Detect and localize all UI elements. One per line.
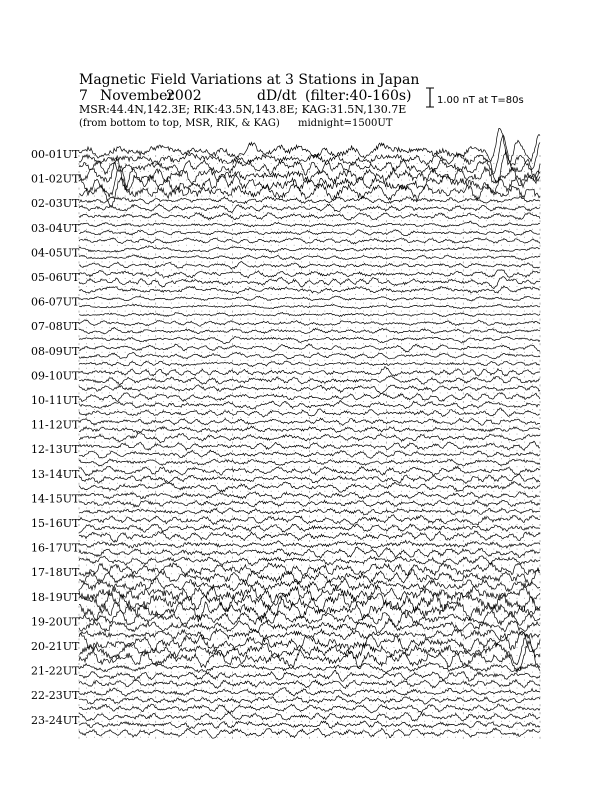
minute-ticks-21-22UT-KAG: [79, 672, 540, 674]
trace-06-07UT-MSR: [79, 312, 540, 316]
minute-ticks-13-14UT-RIK: [79, 483, 540, 485]
component-label: dD/dt: [257, 88, 297, 104]
trace-12-13UT-MSR: [79, 459, 540, 466]
minute-ticks-06-07UT-RIK: [79, 311, 540, 313]
minute-ticks-23-24UT-KAG: [79, 721, 540, 723]
hour-label-13-14UT: 13-14UT: [31, 467, 80, 481]
minute-ticks-03-04UT-MSR: [79, 245, 540, 247]
minute-ticks-20-21UT-MSR: [79, 663, 540, 665]
hour-label-20-21UT: 20-21UT: [31, 640, 80, 653]
midnight-note: midnight=1500UT: [298, 118, 393, 129]
minute-ticks-05-06UT-KAG: [79, 278, 540, 280]
minute-ticks-12-13UT-MSR: [79, 466, 540, 468]
minute-ticks-12-13UT-KAG: [79, 450, 540, 452]
minute-ticks-10-11UT-KAG: [79, 401, 540, 403]
hour-label-09-10UT: 09-10UT: [31, 369, 80, 383]
minute-ticks-01-02UT-KAG: [79, 180, 540, 182]
hour-label-17-18UT: 17-18UT: [31, 566, 80, 580]
minute-ticks-10-11UT-MSR: [79, 417, 540, 419]
trace-18-19UT-RIK: [79, 592, 540, 613]
minute-ticks-05-06UT-MSR: [79, 294, 540, 296]
minute-ticks-17-18UT-KAG: [79, 573, 540, 575]
minute-ticks-20-21UT-KAG: [79, 647, 540, 649]
trace-04-05UT-KAG: [79, 246, 540, 252]
minute-ticks-21-22UT-MSR: [79, 688, 540, 690]
hour-label-00-01UT: 00-01UT: [31, 148, 80, 161]
minute-ticks-19-20UT-RIK: [79, 630, 540, 632]
trace-07-08UT-MSR: [79, 337, 540, 344]
minute-ticks-08-09UT-KAG: [79, 352, 540, 354]
minute-ticks-15-16UT-KAG: [79, 524, 540, 526]
minute-ticks-04-05UT-RIK: [79, 261, 540, 263]
minute-ticks-05-06UT-RIK: [79, 286, 540, 288]
minute-ticks-04-05UT-KAG: [79, 253, 540, 255]
scale-bar-label: 1.00 nT at T=80s: [437, 95, 524, 106]
hour-label-11-12UT: 11-12UT: [31, 418, 80, 432]
hour-label-14-15UT: 14-15UT: [31, 492, 80, 506]
minute-ticks-00-01UT-KAG: [79, 155, 540, 157]
date-month: November: [100, 88, 175, 104]
minute-ticks-07-08UT-KAG: [79, 327, 540, 329]
hour-label-15-16UT: 15-16UT: [31, 517, 80, 530]
minute-ticks-18-19UT-KAG: [79, 598, 540, 600]
minute-ticks-09-10UT-MSR: [79, 392, 540, 394]
minute-ticks-22-23UT-MSR: [79, 712, 540, 714]
hour-label-23-24UT: 23-24UT: [31, 713, 80, 727]
minute-ticks-03-04UT-KAG: [79, 229, 540, 231]
station-coordinates: MSR:44.4N,142.3E; RIK:43.5N,143.8E; KAG:31.5N,130.7E: [79, 103, 407, 116]
station-order-note: (from bottom to top, MSR, RIK, & KAG): [79, 118, 280, 129]
trace-06-07UT-KAG: [79, 296, 540, 301]
hour-label-03-04UT: 03-04UT: [31, 221, 80, 235]
trace-16-17UT-RIK: [79, 547, 540, 558]
minute-ticks-08-09UT-MSR: [79, 368, 540, 370]
hour-label-06-07UT: 06-07UT: [31, 295, 80, 309]
minute-ticks-01-02UT-MSR: [79, 196, 540, 198]
minute-ticks-11-12UT-KAG: [79, 426, 540, 428]
minute-ticks-18-19UT-RIK: [79, 606, 540, 608]
trace-04-05UT-RIK: [79, 255, 540, 260]
hour-labels: [31, 148, 80, 727]
trace-07-08UT-KAG: [79, 320, 540, 327]
filter-label: (filter:40-160s): [305, 88, 412, 104]
minute-ticks-23-24UT-MSR: [79, 737, 540, 739]
minute-ticks-16-17UT-RIK: [79, 557, 540, 559]
date-year: 2002: [166, 88, 202, 104]
hour-label-12-13UT: 12-13UT: [31, 443, 80, 457]
minute-ticks-11-12UT-RIK: [79, 434, 540, 436]
minute-ticks-07-08UT-RIK: [79, 335, 540, 337]
trace-08-09UT-KAG: [79, 344, 540, 352]
traces: [79, 128, 540, 738]
hour-label-10-11UT: 10-11UT: [31, 394, 80, 407]
minute-ticks-14-15UT-KAG: [79, 499, 540, 501]
hour-label-21-22UT: 21-22UT: [31, 664, 80, 678]
trace-11-12UT-KAG: [79, 418, 540, 425]
hour-label-02-03UT: 02-03UT: [31, 197, 80, 211]
minute-ticks-09-10UT-RIK: [79, 384, 540, 386]
minute-ticks-01-02UT-RIK: [79, 188, 540, 190]
hour-label-22-23UT: 22-23UT: [31, 689, 80, 703]
minute-ticks-04-05UT-MSR: [79, 269, 540, 271]
minute-ticks-20-21UT-RIK: [79, 655, 540, 657]
minute-ticks-03-04UT-RIK: [79, 237, 540, 239]
minute-ticks-11-12UT-MSR: [79, 442, 540, 444]
minute-ticks-21-22UT-RIK: [79, 680, 540, 682]
minute-ticks-23-24UT-RIK: [79, 729, 540, 731]
minute-ticks-15-16UT-MSR: [79, 540, 540, 542]
minute-ticks-06-07UT-MSR: [79, 319, 540, 321]
figure-title: Magnetic Field Variations at 3 Stations in Japan: [79, 72, 420, 88]
minute-ticks-02-03UT-KAG: [79, 204, 540, 206]
hour-label-05-06UT: 05-06UT: [31, 271, 80, 284]
minute-ticks-22-23UT-KAG: [79, 696, 540, 698]
hour-label-08-09UT: 08-09UT: [31, 344, 80, 358]
minute-ticks-14-15UT-MSR: [79, 515, 540, 517]
hour-label-07-08UT: 07-08UT: [31, 320, 80, 334]
minute-ticks-17-18UT-RIK: [79, 581, 540, 583]
minute-ticks-16-17UT-KAG: [79, 549, 540, 551]
hour-label-16-17UT: 16-17UT: [31, 541, 80, 555]
minute-ticks-16-17UT-MSR: [79, 565, 540, 567]
minute-ticks-06-07UT-KAG: [79, 303, 540, 305]
date-day: 7: [79, 88, 88, 104]
minute-ticks-02-03UT-RIK: [79, 212, 540, 214]
minute-ticks-18-19UT-MSR: [79, 614, 540, 616]
minute-ticks-19-20UT-MSR: [79, 638, 540, 640]
trace-08-09UT-MSR: [79, 361, 540, 367]
trace-06-07UT-RIK: [79, 304, 540, 309]
hour-label-18-19UT: 18-19UT: [31, 590, 80, 604]
hour-label-04-05UT: 04-05UT: [31, 246, 80, 260]
scale-bar: [426, 88, 524, 107]
hour-label-19-20UT: 19-20UT: [31, 615, 80, 629]
minute-ticks-14-15UT-RIK: [79, 507, 540, 509]
hour-label-01-02UT: 01-02UT: [31, 172, 80, 186]
minute-ticks-12-13UT-RIK: [79, 458, 540, 460]
